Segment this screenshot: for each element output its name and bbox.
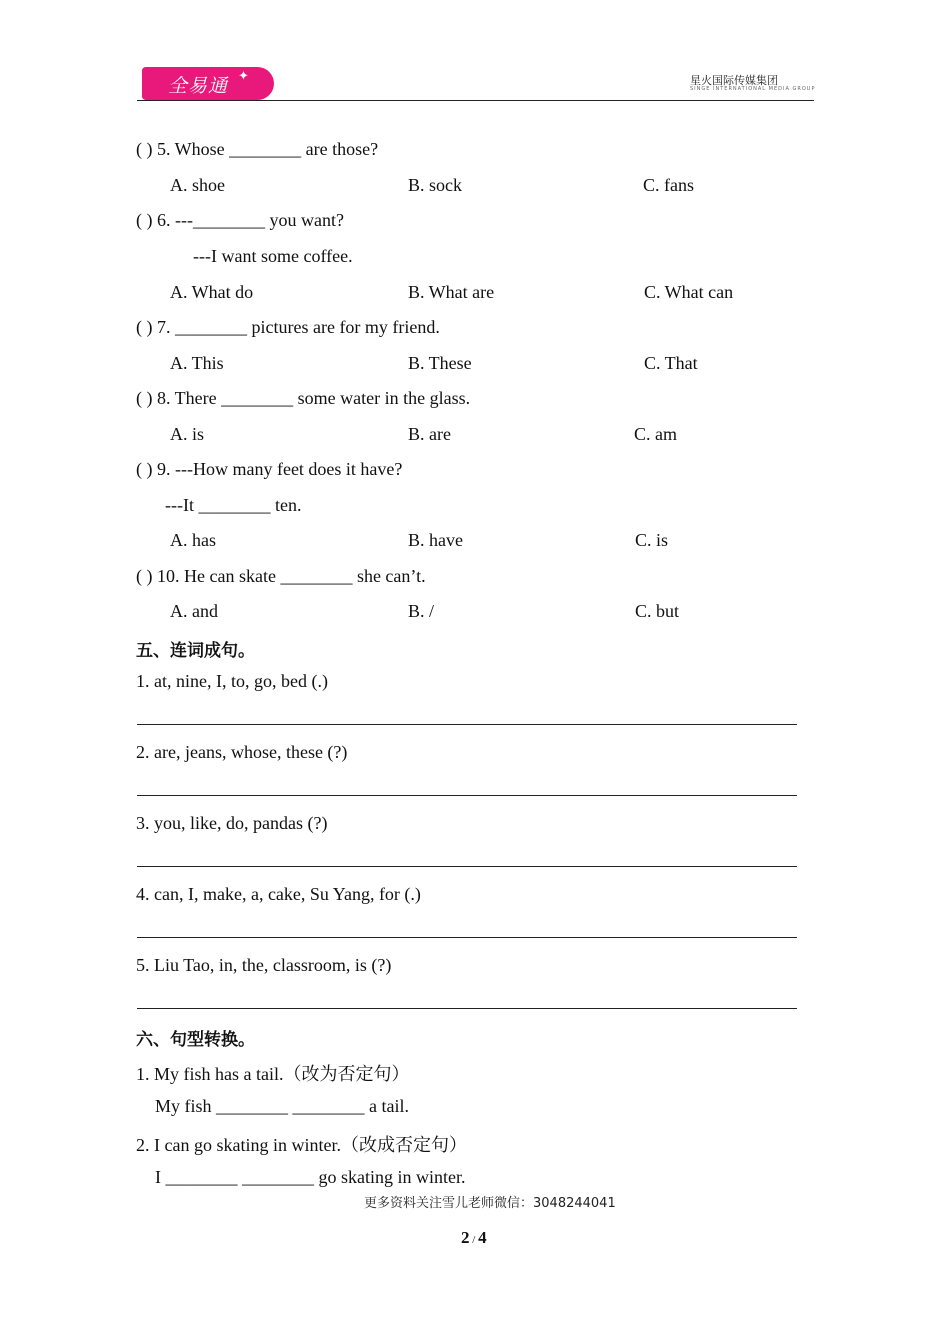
answer-line (137, 795, 797, 796)
transform-item-1-prompt: 1. My fish has a tail.（改为否定句） (136, 1064, 410, 1084)
page-separator: / (469, 1234, 479, 1246)
q8-option-c: C. am (634, 424, 677, 444)
answer-line (137, 1008, 797, 1009)
brand-logo (142, 67, 274, 100)
reorder-item-2: 2. are, jeans, whose, these (?) (136, 742, 348, 762)
publisher-name: 星火国际传媒集团 (690, 74, 778, 87)
transform-item-2-prompt: 2. I can go skating in winter.（改成否定句） (136, 1135, 467, 1155)
reorder-item-3: 3. you, like, do, pandas (?) (136, 813, 328, 833)
q6-option-b: B. What are (408, 282, 495, 302)
page-current: 2 (461, 1228, 470, 1247)
q9-option-a: A. has (170, 530, 216, 550)
footer-note: 更多资料关注雪儿老师微信：3048244041 (364, 1196, 616, 1211)
transform-item-2-answer: I ________ ________ go skating in winter. (155, 1167, 466, 1187)
question-6-reply: ---I want some coffee. (193, 246, 353, 266)
transform-item-1-answer: My fish ________ ________ a tail. (155, 1096, 409, 1116)
q5-option-a: A. shoe (170, 175, 225, 195)
question-9-stem: ( ) 9. ---How many feet does it have? (136, 459, 403, 479)
sparkle-icon: ✦ (238, 69, 250, 84)
question-6-stem: ( ) 6. ---________ you want? (136, 210, 344, 230)
page-total: 4 (478, 1228, 487, 1247)
question-8-stem: ( ) 8. There ________ some water in the glass. (136, 388, 471, 408)
q6-option-a: A. What do (170, 282, 254, 302)
answer-line (137, 937, 797, 938)
q7-option-c: C. That (644, 353, 698, 373)
q5-option-b: B. sock (408, 175, 462, 195)
publisher-subtitle: SINGE INTERNATIONAL MEDIA GROUP (690, 86, 816, 92)
q7-option-a: A. This (170, 353, 224, 373)
question-7-stem: ( ) 7. ________ pictures are for my friend. (136, 317, 440, 337)
q9-option-b: B. have (408, 530, 463, 550)
q8-option-b: B. are (408, 424, 451, 444)
logo-text: 全易通 (168, 75, 229, 97)
reorder-item-5: 5. Liu Tao, in, the, classroom, is (?) (136, 955, 392, 975)
reorder-item-4: 4. can, I, make, a, cake, Su Yang, for (.) (136, 884, 421, 904)
q5-option-c: C. fans (643, 175, 694, 195)
question-10-stem: ( ) 10. He can skate ________ she can’t. (136, 566, 426, 586)
q10-option-a: A. and (170, 601, 218, 621)
q9-option-c: C. is (635, 530, 669, 550)
answer-line (137, 724, 797, 725)
answer-line (137, 866, 797, 867)
q10-option-b: B. / (408, 601, 435, 621)
q10-option-c: C. but (635, 601, 680, 621)
reorder-item-1: 1. at, nine, I, to, go, bed (.) (136, 671, 328, 691)
q8-option-a: A. is (170, 424, 205, 444)
question-9-reply: ---It ________ ten. (165, 495, 302, 515)
section-5-title: 五、连词成句。 (136, 641, 255, 661)
q7-option-b: B. These (408, 353, 472, 373)
section-6-title: 六、句型转换。 (136, 1030, 255, 1050)
header-divider (137, 100, 814, 101)
question-5-stem: ( ) 5. Whose ________ are those? (136, 139, 379, 159)
page-number (461, 1228, 487, 1248)
q6-option-c: C. What can (644, 282, 734, 302)
